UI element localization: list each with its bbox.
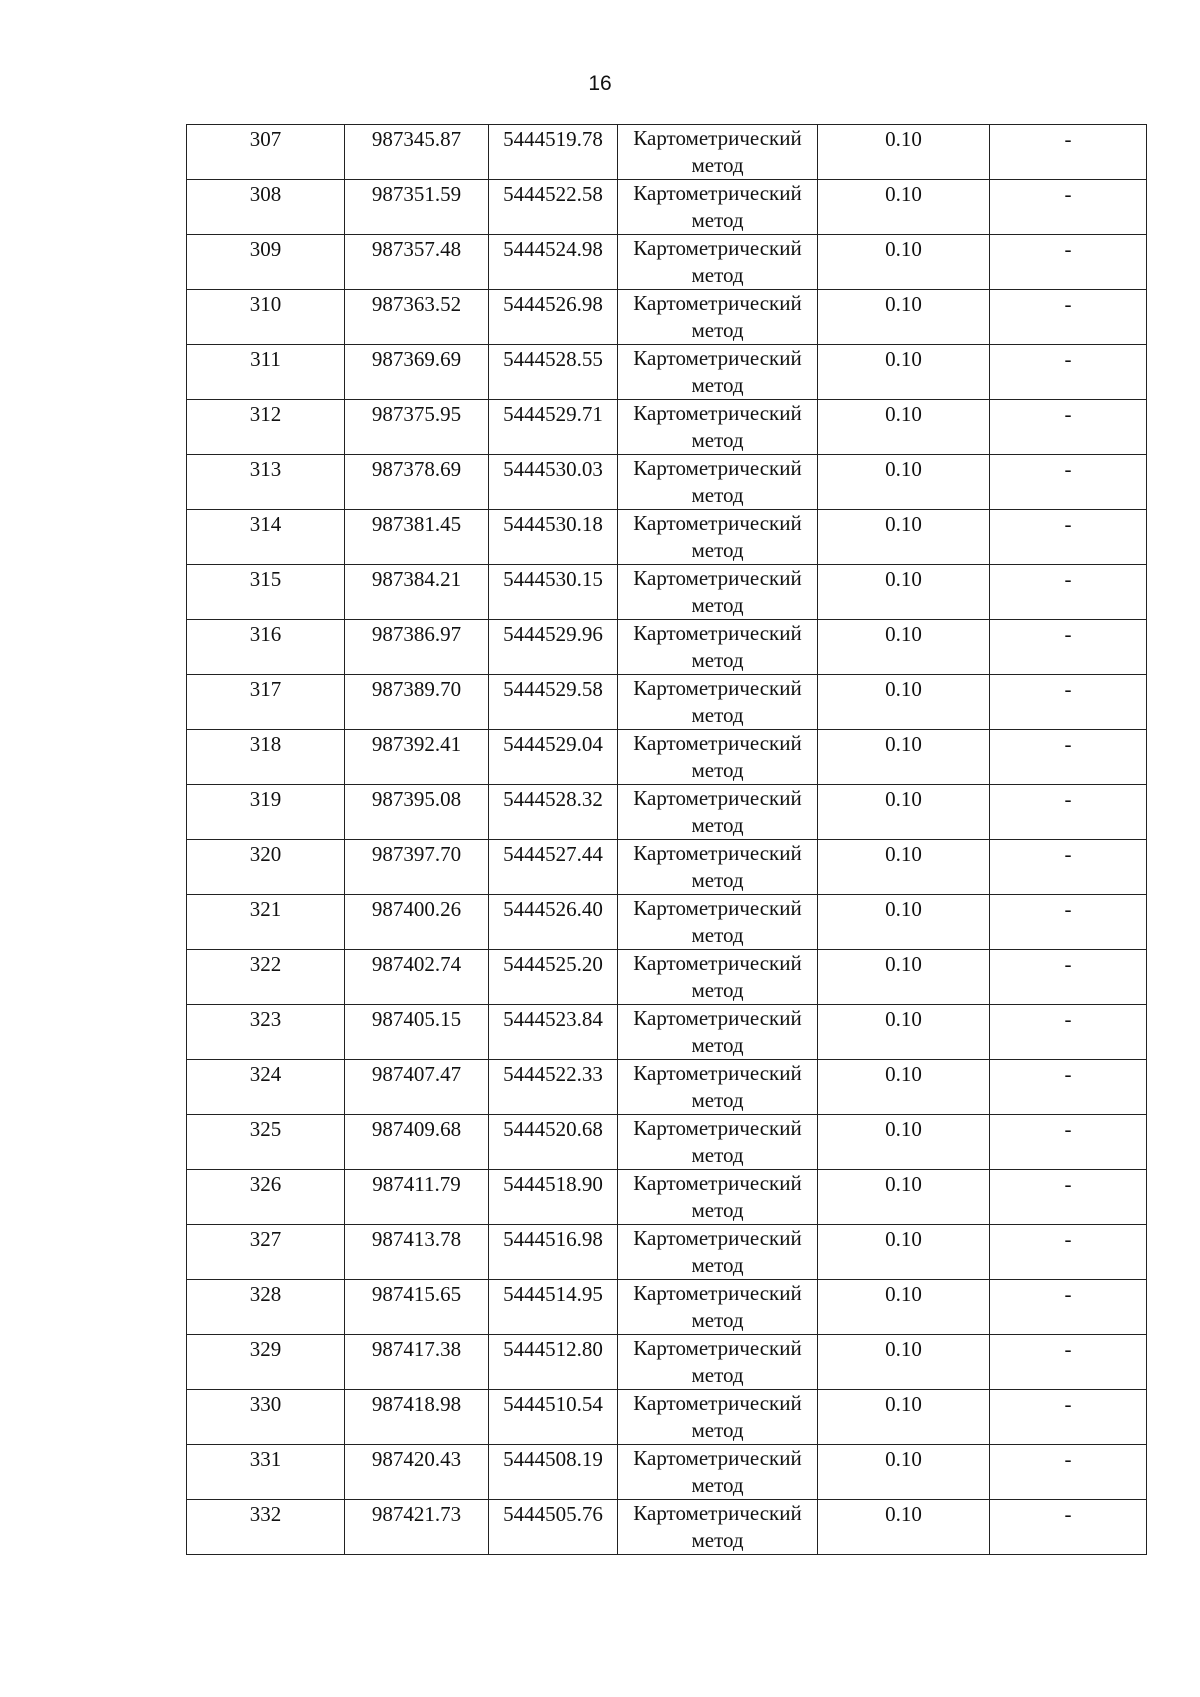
y-coordinate-cell: 5444528.55 [489,345,618,400]
table-row [187,235,1147,290]
point-number-cell: 316 [187,620,345,675]
x-coordinate-cell: 987418.98 [345,1390,489,1445]
method-cell: Картометрический метод [618,785,818,840]
x-coordinate-cell: 987421.73 [345,1500,489,1555]
method-cell: Картометрический метод [618,1170,818,1225]
x-coordinate-cell: 987411.79 [345,1170,489,1225]
y-coordinate-cell: 5444516.98 [489,1225,618,1280]
table-row [187,1170,1147,1225]
method-cell: Картометрический метод [618,235,818,290]
point-number-cell: 307 [187,125,345,180]
accuracy-cell: 0.10 [818,1005,990,1060]
point-number-cell: 330 [187,1390,345,1445]
point-number-cell: 332 [187,1500,345,1555]
y-coordinate-cell: 5444520.68 [489,1115,618,1170]
accuracy-cell: 0.10 [818,345,990,400]
point-number-cell: 320 [187,840,345,895]
note-cell: - [990,1390,1147,1445]
accuracy-cell: 0.10 [818,1060,990,1115]
accuracy-cell: 0.10 [818,1115,990,1170]
x-coordinate-cell: 987405.15 [345,1005,489,1060]
table-row [187,565,1147,620]
method-cell: Картометрический метод [618,125,818,180]
method-cell: Картометрический метод [618,565,818,620]
x-coordinate-cell: 987389.70 [345,675,489,730]
point-number-cell: 309 [187,235,345,290]
note-cell: - [990,1005,1147,1060]
accuracy-cell: 0.10 [818,675,990,730]
y-coordinate-cell: 5444523.84 [489,1005,618,1060]
point-number-cell: 326 [187,1170,345,1225]
accuracy-cell: 0.10 [818,455,990,510]
point-number-cell: 313 [187,455,345,510]
x-coordinate-cell: 987386.97 [345,620,489,675]
x-coordinate-cell: 987395.08 [345,785,489,840]
method-cell: Картометрический метод [618,1445,818,1500]
accuracy-cell: 0.10 [818,730,990,785]
accuracy-cell: 0.10 [818,235,990,290]
x-coordinate-cell: 987378.69 [345,455,489,510]
note-cell: - [990,565,1147,620]
table-row [187,950,1147,1005]
y-coordinate-cell: 5444512.80 [489,1335,618,1390]
note-cell: - [990,510,1147,565]
x-coordinate-cell: 987375.95 [345,400,489,455]
note-cell: - [990,1500,1147,1555]
method-cell: Картометрический метод [618,675,818,730]
note-cell: - [990,290,1147,345]
note-cell: - [990,840,1147,895]
accuracy-cell: 0.10 [818,1280,990,1335]
y-coordinate-cell: 5444508.19 [489,1445,618,1500]
coordinates-table [186,124,1147,1555]
point-number-cell: 323 [187,1005,345,1060]
y-coordinate-cell: 5444529.71 [489,400,618,455]
accuracy-cell: 0.10 [818,1170,990,1225]
point-number-cell: 315 [187,565,345,620]
coordinates-table-body [187,125,1147,1555]
point-number-cell: 317 [187,675,345,730]
method-cell: Картометрический метод [618,510,818,565]
y-coordinate-cell: 5444527.44 [489,840,618,895]
method-cell: Картометрический метод [618,290,818,345]
note-cell: - [990,180,1147,235]
table-row [187,1390,1147,1445]
x-coordinate-cell: 987417.38 [345,1335,489,1390]
note-cell: - [990,1445,1147,1500]
accuracy-cell: 0.10 [818,895,990,950]
y-coordinate-cell: 5444519.78 [489,125,618,180]
method-cell: Картометрический метод [618,1005,818,1060]
table-row [187,125,1147,180]
x-coordinate-cell: 987357.48 [345,235,489,290]
method-cell: Картометрический метод [618,1060,818,1115]
x-coordinate-cell: 987363.52 [345,290,489,345]
y-coordinate-cell: 5444528.32 [489,785,618,840]
x-coordinate-cell: 987400.26 [345,895,489,950]
y-coordinate-cell: 5444522.33 [489,1060,618,1115]
table-row [187,840,1147,895]
accuracy-cell: 0.10 [818,180,990,235]
x-coordinate-cell: 987381.45 [345,510,489,565]
x-coordinate-cell: 987345.87 [345,125,489,180]
table-row [187,180,1147,235]
point-number-cell: 327 [187,1225,345,1280]
method-cell: Картометрический метод [618,1280,818,1335]
note-cell: - [990,1335,1147,1390]
method-cell: Картометрический метод [618,400,818,455]
table-row [187,1445,1147,1500]
table-row [187,510,1147,565]
y-coordinate-cell: 5444529.04 [489,730,618,785]
method-cell: Картометрический метод [618,1335,818,1390]
note-cell: - [990,1225,1147,1280]
point-number-cell: 314 [187,510,345,565]
y-coordinate-cell: 5444524.98 [489,235,618,290]
point-number-cell: 312 [187,400,345,455]
x-coordinate-cell: 987420.43 [345,1445,489,1500]
y-coordinate-cell: 5444510.54 [489,1390,618,1445]
x-coordinate-cell: 987384.21 [345,565,489,620]
note-cell: - [990,785,1147,840]
method-cell: Картометрический метод [618,730,818,785]
method-cell: Картометрический метод [618,1115,818,1170]
method-cell: Картометрический метод [618,895,818,950]
accuracy-cell: 0.10 [818,950,990,1005]
point-number-cell: 311 [187,345,345,400]
method-cell: Картометрический метод [618,950,818,1005]
point-number-cell: 321 [187,895,345,950]
accuracy-cell: 0.10 [818,1500,990,1555]
point-number-cell: 325 [187,1115,345,1170]
method-cell: Картометрический метод [618,1390,818,1445]
table-row [187,1225,1147,1280]
accuracy-cell: 0.10 [818,565,990,620]
note-cell: - [990,1170,1147,1225]
method-cell: Картометрический метод [618,1500,818,1555]
y-coordinate-cell: 5444529.58 [489,675,618,730]
note-cell: - [990,620,1147,675]
note-cell: - [990,895,1147,950]
table-row [187,1005,1147,1060]
method-cell: Картометрический метод [618,1225,818,1280]
x-coordinate-cell: 987413.78 [345,1225,489,1280]
y-coordinate-cell: 5444530.15 [489,565,618,620]
table-row [187,1115,1147,1170]
method-cell: Картометрический метод [618,455,818,510]
x-coordinate-cell: 987409.68 [345,1115,489,1170]
x-coordinate-cell: 987369.69 [345,345,489,400]
point-number-cell: 322 [187,950,345,1005]
accuracy-cell: 0.10 [818,1335,990,1390]
x-coordinate-cell: 987407.47 [345,1060,489,1115]
note-cell: - [990,1060,1147,1115]
x-coordinate-cell: 987397.70 [345,840,489,895]
table-row [187,1280,1147,1335]
table-row [187,345,1147,400]
note-cell: - [990,455,1147,510]
accuracy-cell: 0.10 [818,1445,990,1500]
note-cell: - [990,345,1147,400]
point-number-cell: 329 [187,1335,345,1390]
accuracy-cell: 0.10 [818,125,990,180]
table-row [187,785,1147,840]
y-coordinate-cell: 5444522.58 [489,180,618,235]
x-coordinate-cell: 987402.74 [345,950,489,1005]
y-coordinate-cell: 5444529.96 [489,620,618,675]
table-row [187,675,1147,730]
method-cell: Картометрический метод [618,345,818,400]
y-coordinate-cell: 5444530.03 [489,455,618,510]
point-number-cell: 324 [187,1060,345,1115]
point-number-cell: 331 [187,1445,345,1500]
table-row [187,455,1147,510]
note-cell: - [990,235,1147,290]
table-row [187,290,1147,345]
y-coordinate-cell: 5444514.95 [489,1280,618,1335]
x-coordinate-cell: 987351.59 [345,180,489,235]
note-cell: - [990,1115,1147,1170]
accuracy-cell: 0.10 [818,840,990,895]
x-coordinate-cell: 987392.41 [345,730,489,785]
accuracy-cell: 0.10 [818,1225,990,1280]
method-cell: Картометрический метод [618,840,818,895]
y-coordinate-cell: 5444505.76 [489,1500,618,1555]
table-row [187,1060,1147,1115]
accuracy-cell: 0.10 [818,400,990,455]
point-number-cell: 318 [187,730,345,785]
page-number: 16 [588,72,612,95]
table-row [187,895,1147,950]
method-cell: Картометрический метод [618,620,818,675]
y-coordinate-cell: 5444525.20 [489,950,618,1005]
note-cell: - [990,950,1147,1005]
table-row [187,1335,1147,1390]
note-cell: - [990,125,1147,180]
y-coordinate-cell: 5444518.90 [489,1170,618,1225]
accuracy-cell: 0.10 [818,510,990,565]
point-number-cell: 328 [187,1280,345,1335]
y-coordinate-cell: 5444526.98 [489,290,618,345]
table-row [187,730,1147,785]
table-row [187,1500,1147,1555]
note-cell: - [990,675,1147,730]
note-cell: - [990,730,1147,785]
table-row [187,400,1147,455]
accuracy-cell: 0.10 [818,1390,990,1445]
point-number-cell: 310 [187,290,345,345]
point-number-cell: 308 [187,180,345,235]
accuracy-cell: 0.10 [818,290,990,345]
x-coordinate-cell: 987415.65 [345,1280,489,1335]
point-number-cell: 319 [187,785,345,840]
accuracy-cell: 0.10 [818,620,990,675]
y-coordinate-cell: 5444526.40 [489,895,618,950]
note-cell: - [990,400,1147,455]
note-cell: - [990,1280,1147,1335]
y-coordinate-cell: 5444530.18 [489,510,618,565]
method-cell: Картометрический метод [618,180,818,235]
accuracy-cell: 0.10 [818,785,990,840]
table-row [187,620,1147,675]
